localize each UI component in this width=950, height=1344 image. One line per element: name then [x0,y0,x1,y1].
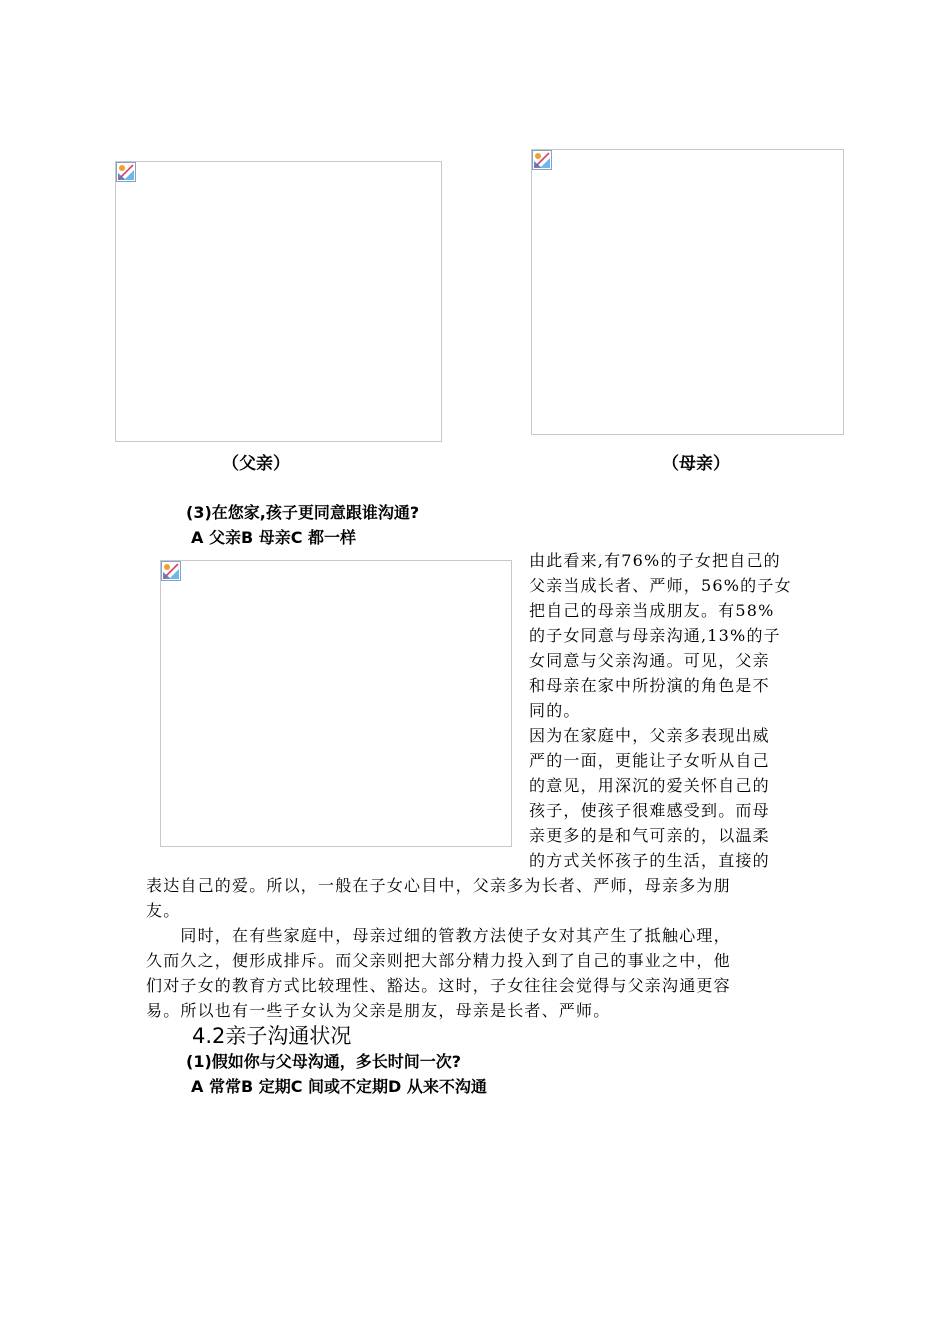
text-line: 友。 [146,901,181,920]
text-line: 易。所以也有一些子女认为父亲是朋友，母亲是长者、严师。 [146,1001,611,1020]
text-line: 同时，在有些家庭中，母亲过细的管教方法使子女对其产生了抵触心理， [146,926,731,945]
text-line: 表达自己的爱。所以，一般在子女心目中，父亲多为长者、严师，母亲多为朋 [146,876,731,895]
text-line: 久而久之，便形成排斥。而父亲则把大部分精力投入到了自己的事业之中，他 [146,951,731,970]
text-line: 的意见，用深沉的爱关怀自己的 [529,776,770,795]
text-line: 把自己的母亲当成朋友。有58% [529,601,775,620]
text-line: 和母亲在家中所扮演的角色是不 [529,676,770,695]
question3-title: (3)在您家,孩子更同意跟谁沟通? [186,503,420,522]
text-line: 的子女同意与母亲沟通,13%的子 [529,626,781,645]
text-line: 同的。 [529,701,581,720]
text-line: 由此看来,有76%的子女把自己的 [529,551,781,570]
text-line: 女同意与父亲沟通。可见，父亲 [529,651,770,670]
text-line: 们对子女的教育方式比较理性、豁达。这时，子女往往会觉得与父亲沟通更容 [146,976,731,995]
text-line: 孩子，使孩子很难感受到。而母 [529,801,770,820]
question1-title: (1)假如你与父母沟通，多长时间一次? [186,1052,462,1071]
question3-chart-image [160,560,512,847]
mother-chart-image [531,149,844,435]
father-chart-image [115,161,442,442]
question3-options: A 父亲B 母亲C 都一样 [191,528,357,547]
text-line: 的方式关怀孩子的生活，直接的 [529,851,770,870]
text-line: 严的一面，更能让子女听从自己 [529,751,770,770]
broken-image-icon [532,150,552,170]
mother-caption: （母亲） [662,454,730,474]
text-line: 因为在家庭中，父亲多表现出威 [529,726,770,745]
father-caption: （父亲） [222,454,290,474]
section-heading: 4.2亲子沟通状况 [192,1024,352,1048]
question1-options: A 常常B 定期C 间或不定期D 从来不沟通 [191,1077,487,1096]
text-line: 父亲当成长者、严师，56%的子女 [529,576,792,595]
broken-image-icon [161,561,181,581]
analysis-side-text [529,548,809,873]
text-line: 亲更多的是和气可亲的，以温柔 [529,826,770,845]
broken-image-icon [116,162,136,182]
analysis-full-text [146,873,811,1023]
